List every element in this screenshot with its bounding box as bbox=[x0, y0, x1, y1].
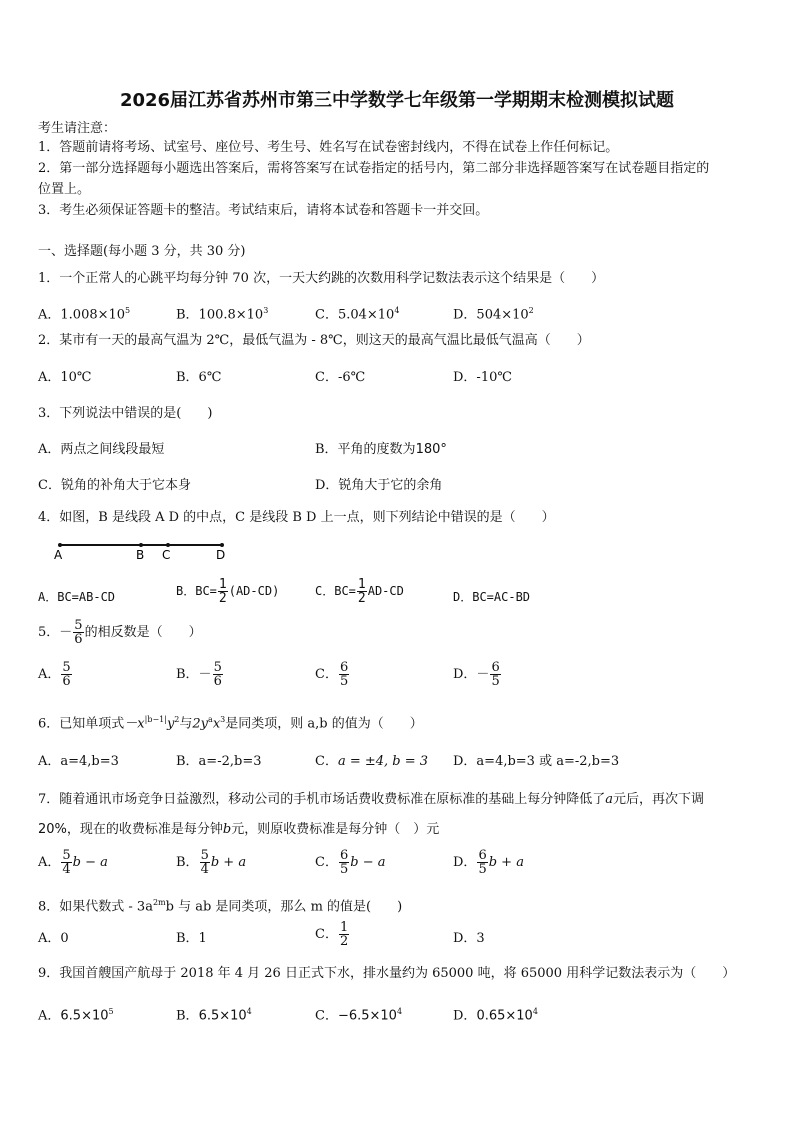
q7-option-b: B． $\frac{5}{4}$ b + a bbox=[176, 848, 247, 877]
notice-heading: 考生请注意： bbox=[38, 121, 117, 136]
fraction: $\frac{5}{6}$ bbox=[74, 618, 83, 647]
q1-option-c: C．$5.04\times 10^4$ bbox=[315, 306, 400, 323]
question-1-stem: 1．一个正常人的心跳平均每分钟 70 次，一天大约跳的次数用科学记数法表示这个结果是（ ） bbox=[38, 271, 605, 286]
q1-option-a: A．$1.008\times 10^5$ bbox=[38, 306, 131, 323]
point-b-label: B bbox=[136, 548, 145, 562]
q4-option-b: B．BC= $\frac{1}{2}$ (AD-CD) bbox=[176, 577, 280, 606]
q6-option-d: D．a=4,b=3 或 a=-2,b=3 bbox=[453, 754, 620, 769]
notice-item-3: 3．考生必须保证答题卡的整洁。考试结束后，请将本试卷和答题卡一并交回。 bbox=[38, 203, 489, 218]
q4-option-a: A．BC=AB-CD bbox=[38, 590, 116, 604]
point-c-label: C bbox=[162, 548, 171, 562]
question-2-stem: 2．某市有一天的最高气温为 2℃，最低气温为 - 8℃，则这天的最高气温比最低气温高（ ） bbox=[38, 333, 590, 348]
q2-option-b: B．6℃ bbox=[176, 370, 222, 385]
section-heading: 一、选择题(每小题 3 分，共 30 分) bbox=[38, 244, 246, 259]
q7-option-d: D． $\frac{6}{5}$ b + a bbox=[453, 848, 524, 877]
question-9-stem: 9．我国首艘国产航母于 2018 年 4 月 26 日正式下水，排水量约为 65000 吨，将 65000 用科学记数法表示为（ ） bbox=[38, 966, 736, 981]
fraction: $\frac{1}{2}$ bbox=[218, 577, 227, 606]
q2-option-d: D．-10℃ bbox=[453, 370, 512, 385]
question-4-stem: 4．如图，B 是线段 A D 的中点，C 是线段 B D 上一点，则下列结论中错误的是（ ） bbox=[38, 510, 555, 525]
question-6-stem: 6．已知单项式$-x^{|b-1|}y^2$与$2y^ax^3$是同类项，则 a,b 的值为（ ） bbox=[38, 715, 423, 732]
q3-option-c: C．锐角的补角大于它本身 bbox=[38, 478, 191, 493]
question-7-line-2: 20%，现在的收费标准是每分钟b元，则原收费标准是每分钟（ ）元 bbox=[38, 822, 440, 837]
line-segment-diagram bbox=[48, 538, 238, 562]
q1-option-b: B．$100.8\times 10^3$ bbox=[176, 306, 269, 323]
point-d-label: D bbox=[216, 548, 226, 562]
question-8-stem: 8．如果代数式 - $3a^{2m}b$ 与 ab 是同类项，那么 m 的值是( ) bbox=[38, 898, 403, 915]
question-3-stem: 3．下列说法中错误的是( ) bbox=[38, 406, 213, 421]
q5-option-a: A． $\frac{5}{6}$ bbox=[38, 660, 71, 689]
point-b-dot bbox=[139, 543, 143, 547]
q8-option-c: C． $\frac{1}{2}$ bbox=[315, 920, 349, 949]
q4-option-c: C．BC= $\frac{1}{2}$ AD-CD bbox=[315, 577, 404, 606]
point-a-label: A bbox=[54, 548, 63, 562]
q8-option-b: B．1 bbox=[176, 931, 207, 946]
q2-option-c: C．-6℃ bbox=[315, 370, 366, 385]
question-5-stem: 5．－ $\frac{5}{6}$ 的相反数是（ ） bbox=[38, 618, 202, 647]
page-title: 2026届江苏省苏州市第三中学数学七年级第一学期期末检测模拟试题 bbox=[119, 90, 675, 111]
fraction: $\frac{1}{2}$ bbox=[357, 577, 366, 606]
q5-option-d: D．－ $\frac{6}{5}$ bbox=[453, 660, 500, 689]
q6-option-c: C．a = ±4, b = 3 bbox=[315, 754, 429, 769]
point-a-dot bbox=[58, 543, 62, 547]
q5-option-b: B．－ $\frac{5}{6}$ bbox=[176, 660, 222, 689]
q8-option-a: A．0 bbox=[38, 931, 69, 946]
q6-option-b: B．a=-2,b=3 bbox=[176, 754, 262, 769]
q9-option-d: D．$0.65\times 10^4$ bbox=[453, 1007, 538, 1024]
point-c-dot bbox=[166, 543, 170, 547]
q9-option-c: C．$-6.5\times 10^4$ bbox=[315, 1007, 403, 1024]
q7-option-a: A． $\frac{5}{4}$ b − a bbox=[38, 848, 108, 877]
q9-option-a: A．$6.5\times 10^5$ bbox=[38, 1007, 114, 1024]
q4-option-d: D．BC=AC-BD bbox=[453, 590, 531, 604]
q1-option-d: D．$504\times 10^2$ bbox=[453, 306, 534, 323]
notice-item-1: 1．答题前请将考场、试室号、座位号、考生号、姓名写在试卷密封线内，不得在试卷上作任何标记。 bbox=[38, 140, 619, 155]
notice-item-2-cont: 位置上。 bbox=[38, 182, 91, 197]
q6-option-a: A．a=4,b=3 bbox=[38, 754, 119, 769]
q9-option-b: B．$6.5\times 10^4$ bbox=[176, 1007, 252, 1024]
question-7-line-1: 7．随着通讯市场竞争日益激烈，移动公司的手机市场话费收费标准在原标准的基础上每分钟降低了a元后，再次下调 bbox=[38, 792, 705, 807]
q5-option-c: C． $\frac{6}{5}$ bbox=[315, 660, 349, 689]
notice-item-2: 2．第一部分选择题每小题选出答案后，需将答案写在试卷指定的括号内，第二部分非选择题答案写在试卷题目指定的 bbox=[38, 161, 710, 176]
q3-option-b: B．平角的度数为180° bbox=[315, 442, 447, 457]
q3-option-a: A．两点之间线段最短 bbox=[38, 442, 165, 457]
point-d-dot bbox=[220, 543, 224, 547]
q2-option-a: A．10℃ bbox=[38, 370, 92, 385]
q3-option-d: D．锐角大于它的余角 bbox=[315, 478, 443, 493]
q8-option-d: D．3 bbox=[453, 931, 485, 946]
q7-option-c: C． $\frac{6}{5}$ b − a bbox=[315, 848, 386, 877]
